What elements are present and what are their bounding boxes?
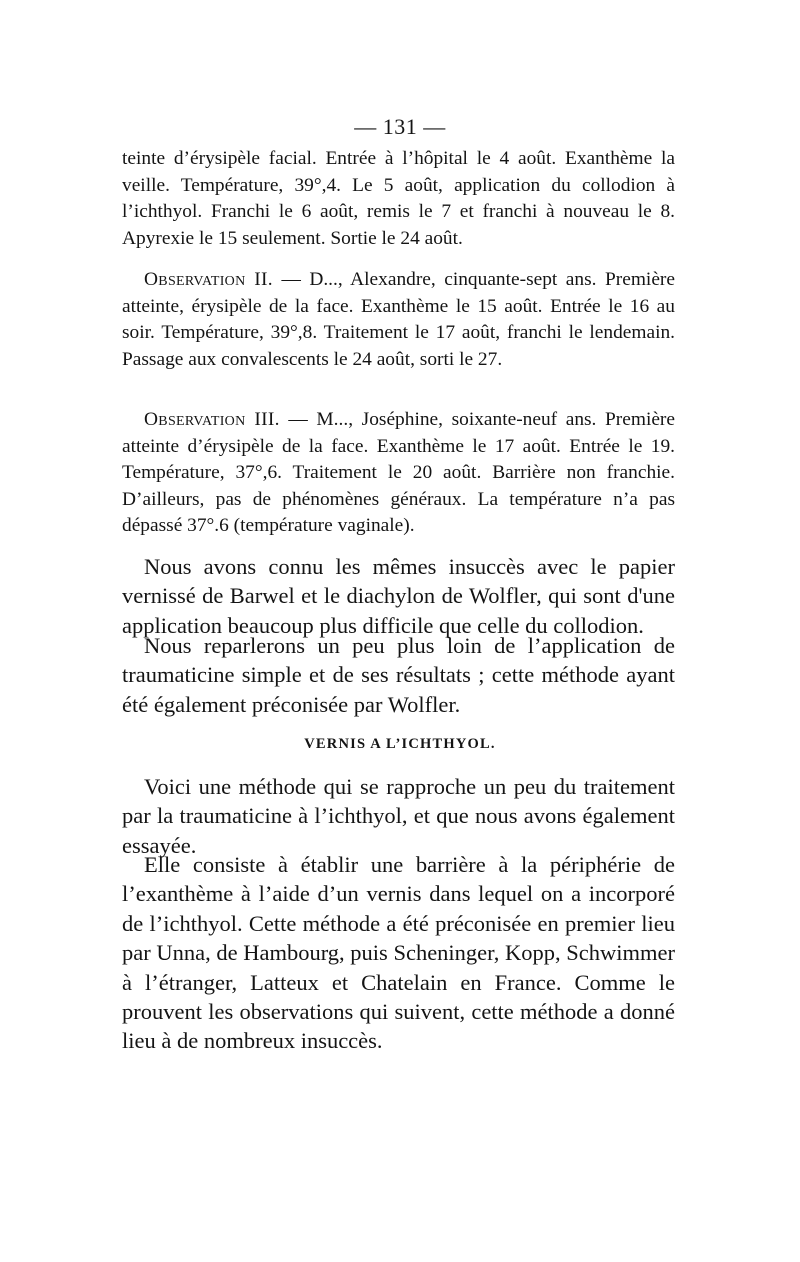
paragraph-voici: Voici une méthode qui se rapproche un peu du traitement par la traumaticine à l’ichthyol, et que nous avons également essayée.: [122, 774, 675, 858]
observation-2-text: — D..., Alexandre, cinquante-sept ans. Première atteinte, érysipèle de la face. Exanthème le 15 août. Entrée le 16 au soir. Température, 39°,8. Traitement le 17 août, franchi le lendemain. Passage aux convalescents le 24 août, sorti le 27.: [122, 269, 675, 370]
paragraph-barwel: Nous avons connu les mêmes insuccès avec le papier vernissé de Barwel et le diachylon de Wolfler, qui sont d'une application beaucoup plus difficile que celle du collodion.: [122, 554, 675, 638]
observation-3-paragraph: [122, 407, 675, 540]
paragraph-elle: Elle consiste à établir une barrière à la périphérie de l’exanthème à l’aide d’un vernis dans lequel on a incorporé de l’ichthyol. Cette méthode a été préconisée en premier lieu par Unna, de Hambourg, puis Scheninger, Kopp, Schwimmer à l’étranger, Latteux et Chatelain en France. Comme le prouvent les observations qui suivent, cette méthode a donné lieu à de nombreux insuccès.: [122, 852, 675, 1054]
page-number: — 131 —: [354, 114, 446, 139]
paragraph-continuation: teinte d’érysipèle facial. Entrée à l’hôpital le 4 août. Exanthème la veille. Température, 39°,4. Le 5 août, application du collodion à l’ichthyol. Franchi le 6 août, remis le 7 et franchi à nouveau le 8. Apyrexie le 15 seulement. Sortie le 24 août.: [122, 148, 675, 249]
observation-3-label: Observation III.: [144, 409, 280, 430]
observation-2-label: Observation II.: [144, 269, 273, 290]
observation-3-text: — M..., Joséphine, soixante-neuf ans. Première atteinte d’érysipèle de la face. Exanthème le 17 août. Entrée le 19. Température, 37°,6. Traitement le 20 août. Barrière non franchie. D’ailleurs, pas de phénomènes généraux. La température n’a pas dépassé 37°.6 (température vaginale).: [122, 409, 675, 536]
paragraph-traumaticine: Nous reparlerons un peu plus loin de l’application de traumaticine simple et de ses résultats ; cette méthode ayant été également préconisée par Wolfler.: [122, 633, 675, 717]
section-heading: VERNIS A L’ICHTHYOL.: [304, 736, 496, 752]
observation-2-paragraph: [122, 267, 675, 373]
